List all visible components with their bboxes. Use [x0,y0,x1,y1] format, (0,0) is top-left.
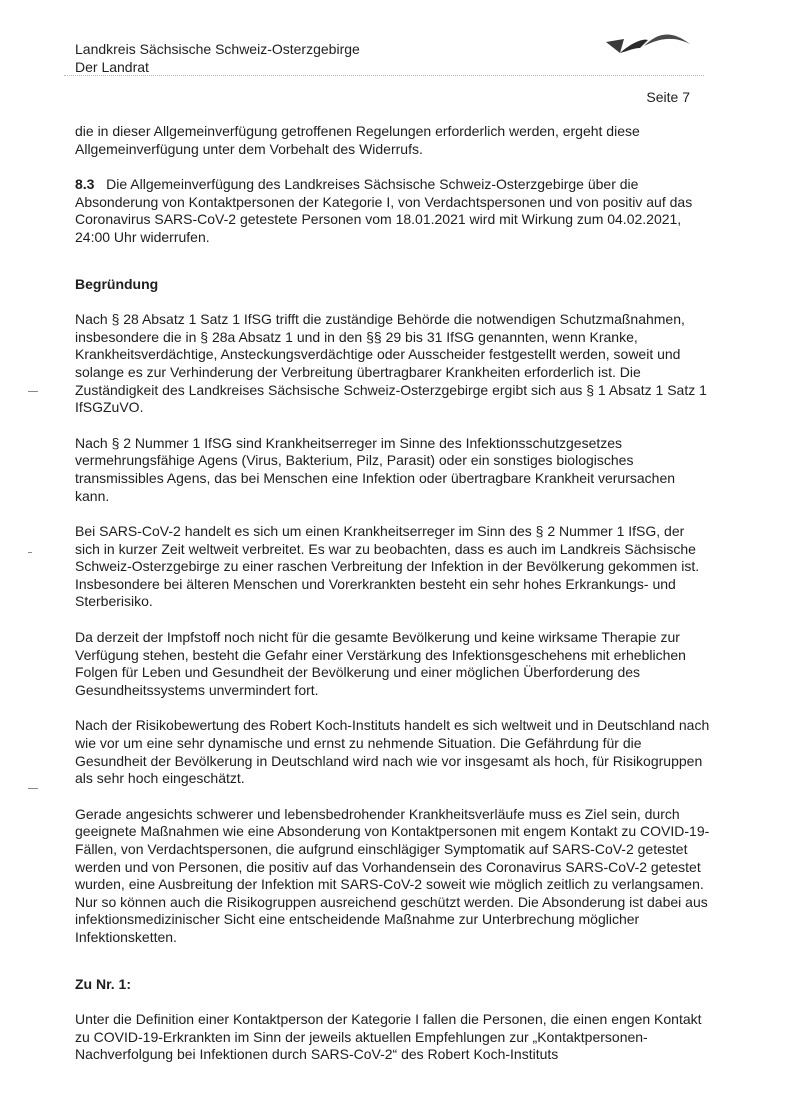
section-number: 8.3 [75,176,95,193]
heading-zu-nr-1: Zu Nr. 1: [75,975,132,992]
paragraph-nr-1: Unter die Definition einer Kontaktperson der Kategorie I fallen die Personen, die einen engen Kontakt zu COVID-19-Erkrankten im Sinn der jeweils aktuellen Empfehlungen zur „Kontaktpersonen-Nachverfolgung bei Infektionen durch SARS-CoV-2“ des Robert Koch-Instituts [75,1011,702,1063]
page-number: Seite 7 [646,89,690,105]
authority-name: Landkreis Sächsische Schweiz-Osterzgebirge [75,41,360,57]
margin-mark [28,788,38,789]
document-body [75,123,711,1064]
paragraph-begruendung-1: Nach § 28 Absatz 1 Satz 1 IfSG trifft die zuständige Behörde die notwendigen Schutzmaßnahmen, insbesondere die in § 28a Absatz 1 und in den §§ 29 bis 31 IfSG genannten, wenn Kranke, Krankheitsverdächtige, Ansteckungsverdächtige oder Ausscheider festgestellt werden, soweit und solange es zur Verhinderung der Verbreitung übertragbarer Krankheiten erforderlich ist. Die Zuständigkeit des Landkreises Sächsische Schweiz-Osterzgebirge ergibt sich aus § 1 Absatz 1 Satz 1 IfSGZuVO. [75,311,707,416]
letterhead [75,40,360,76]
paragraph-intro: die in dieser Allgemeinverfügung getroffenen Regelungen erforderlich werden, ergeht diese Allgemeinverfügung unter dem Vorbehalt des Widerrufs. [75,123,640,157]
margin-mark [28,391,38,392]
paragraph-begruendung-6: Gerade angesichts schwerer und lebensbedrohender Krankheitsverläufe muss es Ziel sein, durch geeignete Maßnahmen wie eine Absonderung von Kontaktpersonen mit engem Kontakt zu COVID-19-Fällen, von Verdachtspersonen, die aufgrund einschlägiger Symptomatik auf SARS-CoV-2 getestet werden und von Personen, die positiv auf das Vorhandensein des Coronavirus SARS-CoV-2 getestet wurden, eine Ausbreitung der Infektion mit SARS-CoV-2 soweit wie möglich zeitlich zu verlangsamen. Nur so können auch die Risikogruppen ausreichend geschützt werden. Die Absonderung ist dabei aus infektionsmedizinischer Sicht eine entscheidende Maßnahme zur Unterbrechung möglicher Infektionsketten. [75,805,710,945]
district-logo-icon [600,26,692,60]
paragraph-8-3-text: Die Allgemeinverfügung des Landkreises Sächsische Schweiz-Osterzgebirge über die Absonderung von Kontaktpersonen der Kategorie I, von Verdachtspersonen und von positiv auf das Coronavirus SARS-CoV-2 getestete Personen vom 18.01.2021 wird mit Wirkung zum 04.02.2021, 24:00 Uhr widerrufen. [75,176,693,245]
margin-mark [28,552,32,553]
paragraph-8-3 [75,176,711,246]
paragraph-begruendung-4: Da derzeit der Impfstoff noch nicht für die gesamte Bevölkerung und keine wirksame Therapie zur Verfügung stehen, besteht die Gefahr einer Verstärkung des Infektionsgeschehens mit erheblichen Folgen für Leben und Gesundheit der Bevölkerung und einer möglichen Überforderung des Gesundheitssystems unvermindert fort. [75,629,686,698]
header-divider [64,75,704,76]
paragraph-begruendung-5: Nach der Risikobewertung des Robert Koch-Instituts handelt es sich weltweit und in Deutschland nach wie vor um eine sehr dynamische und ernst zu nehmende Situation. Die Gefährdung für die Gesundheit der Bevölkerung in Deutschland wird nach wie vor insgesamt als hoch, für Risikogruppen als sehr hoch eingeschätzt. [75,717,710,787]
office-name: Der Landrat [75,59,149,75]
heading-begruendung: Begründung [75,275,159,292]
paragraph-begruendung-3: Bei SARS-CoV-2 handelt es sich um einen Krankheitserreger im Sinn des § 2 Nummer 1 IfSG, der sich in kurzer Zeit weltweit verbreitet. Es war zu beobachten, dass es auch im Landkreis Sächsische Schweiz-Osterzgebirge zu einer raschen Verbreitung der Infektion in der Bevölkerung gekommen ist. Insbesondere bei älteren Menschen und Vorerkrankten besteht ein sehr hohes Erkrankungs- und Sterberisiko. [75,523,700,610]
paragraph-begruendung-2: Nach § 2 Nummer 1 IfSG sind Krankheitserreger im Sinne des Infektionsschutzgesetzes vermehrungsfähige Agens (Virus, Bakterium, Pilz, Parasit) oder ein sonstiges biologisches transmissibles Agens, das bei Menschen eine Infektion oder übertragbare Krankheit verursachen kann. [75,434,676,504]
